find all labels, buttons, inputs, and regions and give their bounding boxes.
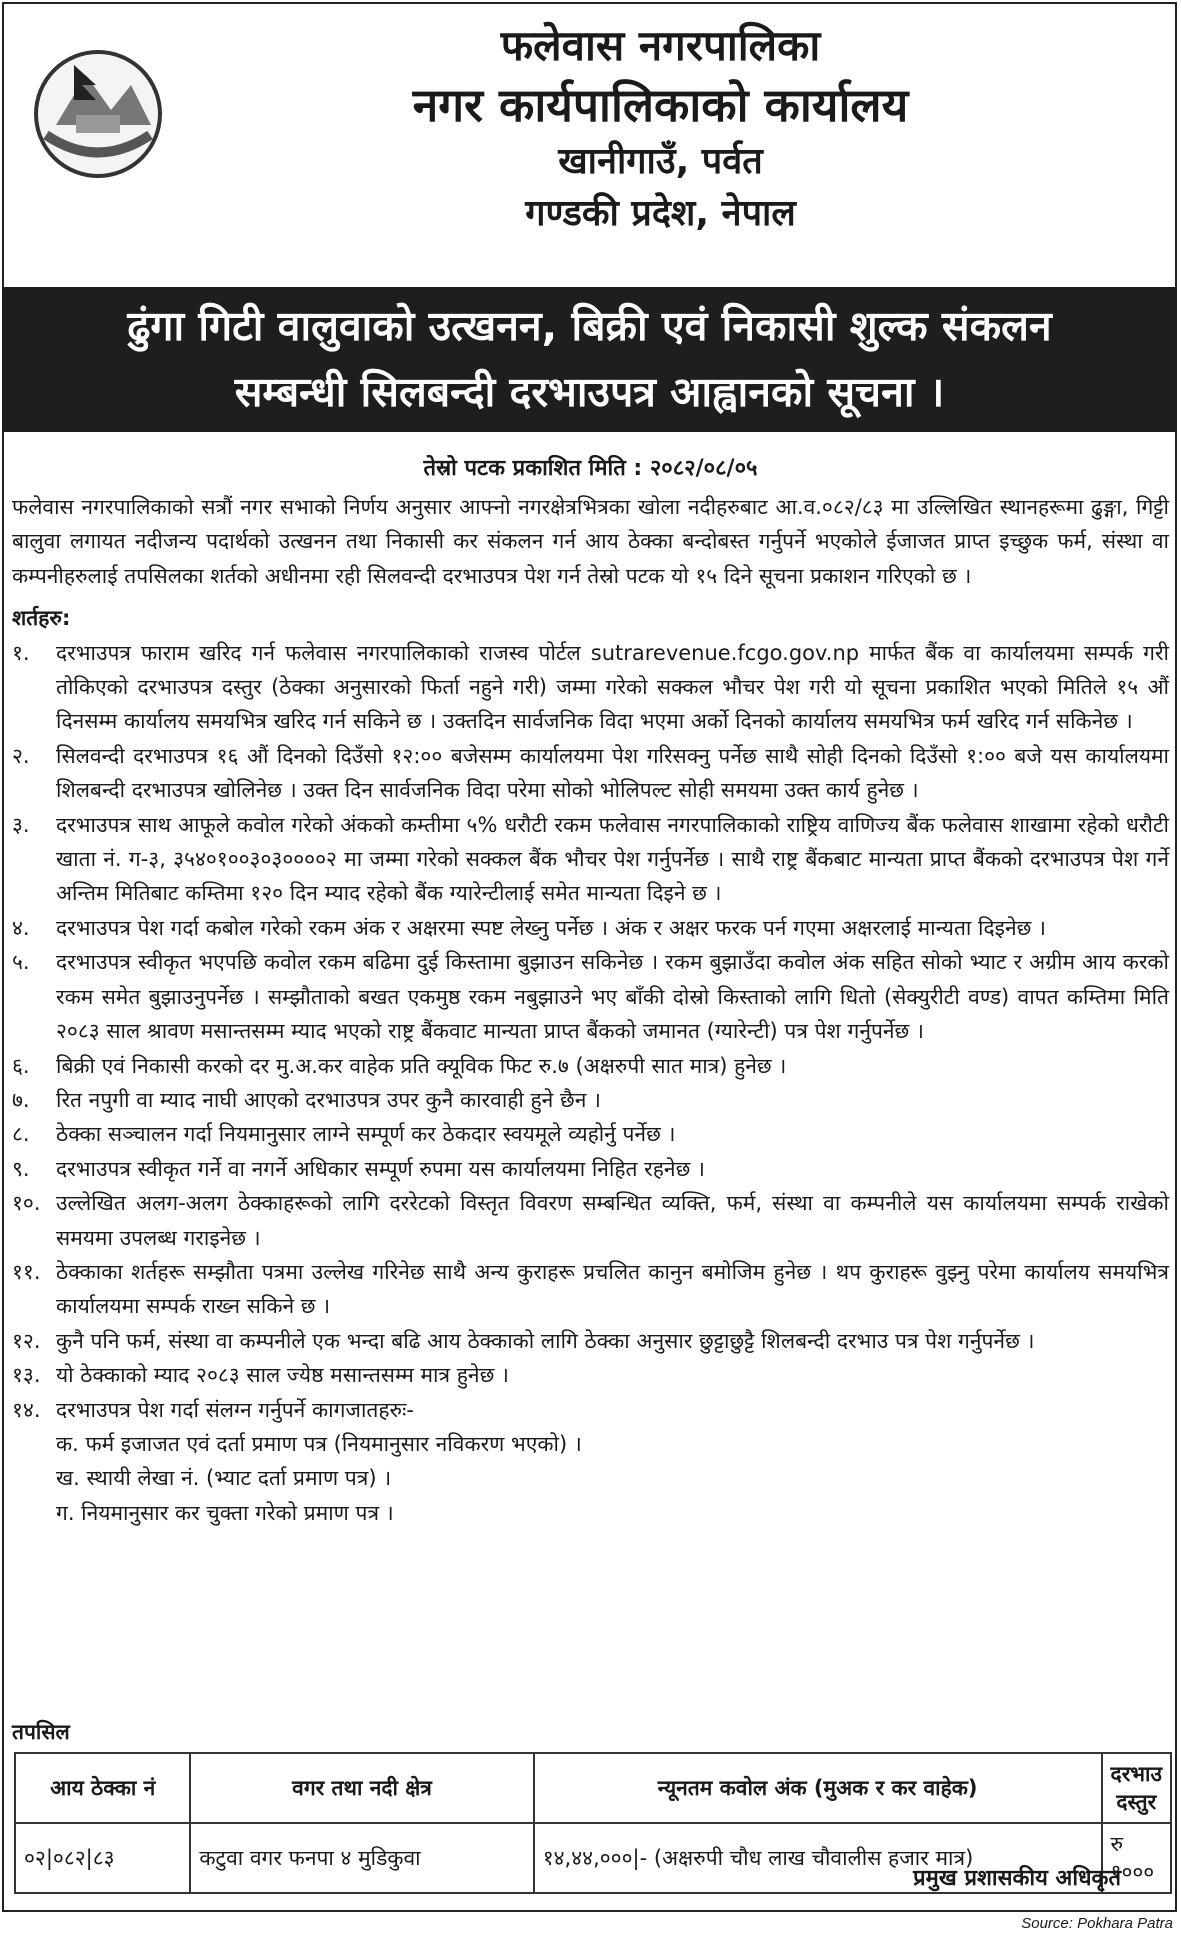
municipality-name: फलेवास नगरपालिका [500,21,821,70]
term-number: १०. [12,1191,41,1216]
term-number: १३. [12,1363,41,1388]
term-text: सिलवन्दी दरभाउपत्र १६ औं दिनको दिउँसो १२:०० बजेसम्म कार्यालयमा पेश गरिसक्नु पर्नेछ साथै सोही दिनको दिउँसो १:०० बजे यस कार्यालयमा शिलबन्दी दरभाउपत्र खोलिनेछ । उक्त दिन सार्वजनिक विदा परेमा सोको भोलिपल्ट सोही समयमा उक्त कार्य हुनेछ । [56,743,1169,803]
schedule-heading: तपसिल [12,1720,70,1744]
term-text: दरभाउपत्र फाराम खरिद गर्न फलेवास नगरपालिकाको राजस्व पोर्टल sutrarevenue.fcgo.gov.np मार्फत बैंक वा कार्यालयमा सम्पर्क गरी तोकिएको दरभाउपत्र दस्तुर (ठेक्का अनुसारको फिर्ता नहुने गरी) जम्मा गरेको सक्कल भौचर पेश गरी यो सूचना प्रकाशित भएको मितिले १५ औं दिनसम्म कार्यालय समयभित्र खरिद गर्न सकिने छ । उक्तदिन सार्वजनिक विदा भएमा अर्को दिनको कार्यालय समयभित्र फर्म खरिद गर्न सकिनेछ । [56,640,1169,734]
term-item [12,1152,1169,1186]
term-text: रित नपुगी वा म्याद नाघी आएको दरभाउपत्र उपर कुनै कारवाही हुने छैन । [56,1087,602,1112]
term-text: कुनै पनि फर्म, संस्था वा कम्पनीले एक भन्दा बढि आय ठेक्काको लागि ठेक्का अनुसार छुट्टाछुट्टै शिलबन्दी दरभाउ पत्र पेश गर्नुपर्नेछ । [56,1328,1035,1353]
terms-heading: शर्तहरु: [12,606,71,631]
term-text: दरभाउपत्र पेश गर्दा संलग्न गर्नुपर्ने कागजातहरुः- [56,1397,414,1422]
document-item: ख. स्थायी लेखा नं. (भ्याट दर्ता प्रमाण पत्र) । [56,1466,392,1491]
table-cell: रु १००० [1102,1823,1171,1893]
term-number: ९. [12,1156,30,1181]
term-item [12,636,1169,739]
term-item [12,1255,1169,1324]
term-item [12,1117,1169,1151]
column-header: दरभाउ दस्तुर [1102,1753,1171,1823]
term-text: यो ठेक्काको म्याद २०८३ साल ज्येष्ठ मसान्तसम्म मात्र हुनेछ । [56,1363,509,1388]
term-number: २. [12,743,30,768]
notice-title-banner [2,287,1177,432]
office-name: नगर कार्यपालिकाको कार्यालय [412,78,909,132]
column-header: आय ठेक्का नं [15,1753,190,1823]
term-item [12,1358,1169,1392]
document-item: क. फर्म इजाजत एवं दर्ता प्रमाण पत्र (नियमानुसार नविकरण भएको) । [56,1431,582,1456]
term-text: उल्लेखित अलग-अलग ठेक्काहरूको लागि दररेटको विस्तृत विवरण सम्बन्धित व्यक्ति, फर्म, संस्था वा कम्पनीले यस कार्यालयमा सम्पर्क राखेको समयमा उपलब्ध गराइनेछ । [56,1191,1169,1250]
term-number: ६. [12,1053,30,1078]
term-text: दरभाउपत्र साथ आफूले कवोल गरेको अंकको कम्तीमा ५% धरौटी रकम फलेवास नगरपालिकाको राष्ट्रिय वाणिज्य बैंक फलेवास शाखामा रहेको धरौटी खाता नं. ग-३, ३५४०१००३०३००००२ मा जम्मा गरेको सक्कल बैंक भौचर पेश गर्नुपर्नेछ । साथै राष्ट्र बैंकबाट मान्यता प्राप्त बैंकको दरभाउपत्र पेश गर्ने अन्तिम मितिबाट कम्तिमा १२० दिन म्याद रहेको बैंक ग्यारेन्टीलाई समेत मान्यता दिइने छ । [56,812,1169,906]
term-item [12,739,1169,808]
office-header [180,18,1141,240]
term-item [12,1083,1169,1117]
term-number: १. [12,640,30,665]
column-header: न्यूनतम कवोल अंक (मुअक र कर वाहेक) [534,1753,1102,1823]
table-cell: कटुवा वगर फनपा ४ मुडिकुवा [190,1823,533,1893]
publish-date: तेस्रो पटक प्रकाशित मिति : २०८२/०८/०५ [423,456,758,481]
term-item [12,1186,1169,1255]
notice-body [12,490,1169,1530]
term-number: ११. [12,1259,41,1284]
term-number: ७. [12,1087,30,1112]
document-item: ग. नियमानुसार कर चुक्ता गरेको प्रमाण पत्र । [56,1500,394,1525]
column-header: वगर तथा नदी क्षेत्र [190,1753,533,1823]
term-number: १२. [12,1328,41,1353]
term-text: ठेक्काका शर्तहरू सम्झौता पत्रमा उल्लेख गरिनेछ साथै अन्य कुराहरू प्रचलित कानुन बमोजिम हुनेछ । थप कुराहरू वुझ्नु परेमा कार्यालय समयभित्र कार्यालयमा सम्पर्क राख्न सकिने छ । [56,1259,1169,1319]
table-cell: ०२|०८२|८३ [15,1823,190,1893]
term-number: ४. [12,915,30,940]
term-text: दरभाउपत्र स्वीकृत गर्ने वा नगर्ने अधिकार सम्पूर्ण रुपमा यस कार्यालयमा निहित रहनेछ । [56,1156,705,1181]
term-number: ५. [12,950,30,975]
table-cell: १४,४४,०००|- (अक्षरुपी चौध लाख चौवालीस हजार मात्र) [534,1823,1102,1893]
source-credit: Source: Pokhara Patra [1021,1915,1173,1932]
intro-paragraph: फलेवास नगरपालिकाको सत्रौं नगर सभाको निर्णय अनुसार आफ्नो नगरक्षेत्रभित्रका खोला नदीहरुबाट आ.व.०८२/८३ मा उल्लिखित स्थानहरूमा ढुङ्गा, गिट्टी बालुवा लगायत नदीजन्य पदार्थको उत्खनन तथा निकासी कर संकलन गर्न आय ठेक्का बन्दोबस्त गर्नुपर्ने भएकोले ईजाजत प्राप्त इच्छुक फर्म, संस्था वा कम्पनीहरुलाई तपसिलका शर्तको अधीनमा रही सिलवन्दी दरभाउपत्र पेश गर्न तेस्रो पटक यो १५ दिने सूचना प्रकाशन गरिएको छ । [12,495,1169,588]
term-text: बिक्री एवं निकासी करको दर मु.अ.कर वाहेक प्रति क्यूविक फिट रु.७ (अक्षरुपी सात मात्र) हुनेछ । [56,1053,787,1078]
notice-title-line2: सम्बन्धी सिलबन्दी दरभाउपत्र आह्वानको सूचना । [234,368,945,416]
notice-title-line1: ढुंगा गिटी वालुवाको उत्खनन, बिक्री एवं निकासी शुल्क संकलन [127,302,1052,350]
table-header-row [15,1753,1171,1823]
office-location: खानीगाउँ, पर्वत [558,141,763,182]
term-number: १४. [12,1397,41,1422]
term-text: दरभाउपत्र स्वीकृत भएपछि कवोल रकम बढिमा दुई किस्तामा बुझाउन सकिनेछ । रकम बुझाउँदा कवोल अंक सहित सोको भ्याट र अग्रीम आय करको रकम समेत बुझाउनुपर्नेछ । सम्झौताको बखत एकमुष्ठ रकम नबुझाउने भए बाँकी दोस्रो किस्ताको लागि धितो (सेक्युरीटी वण्ड) वापत कम्तिमा मिति २०८३ साल श्रावण मसान्तसम्म म्याद भएको राष्ट्र बैंकवाट मान्यता प्राप्त बैंकको जमानत (ग्यारेन्टी) पत्र पेश गर्नुपर्नेछ । [56,950,1169,1044]
signature-title: प्रमुख प्रशासकीय अधिकृत [913,1866,1121,1891]
term-number: ३. [12,812,30,837]
term-item [12,1393,1169,1427]
term-item [12,911,1169,945]
documents-list [12,1427,1169,1530]
term-item [12,1049,1169,1083]
term-item [12,1324,1169,1358]
term-number: ८. [12,1122,30,1147]
term-item [12,945,1169,1048]
terms-list [12,636,1169,1427]
term-text: ठेक्का सञ्चालन गर्दा नियमानुसार लाग्ने सम्पूर्ण कर ठेकदार स्वयमूले व्यहोर्नु पर्नेछ । [56,1122,676,1147]
term-item [12,808,1169,911]
nepal-emblem-logo [16,40,181,185]
province-country: गण्डकी प्रदेश, नेपाल [525,193,796,234]
term-text: दरभाउपत्र पेश गर्दा कबोल गरेको रकम अंक र अक्षरमा स्पष्ट लेख्नु पर्नेछ । अंक र अक्षर फरक पर्न गएमा अक्षरलाई मान्यता दिइनेछ । [56,915,1046,940]
